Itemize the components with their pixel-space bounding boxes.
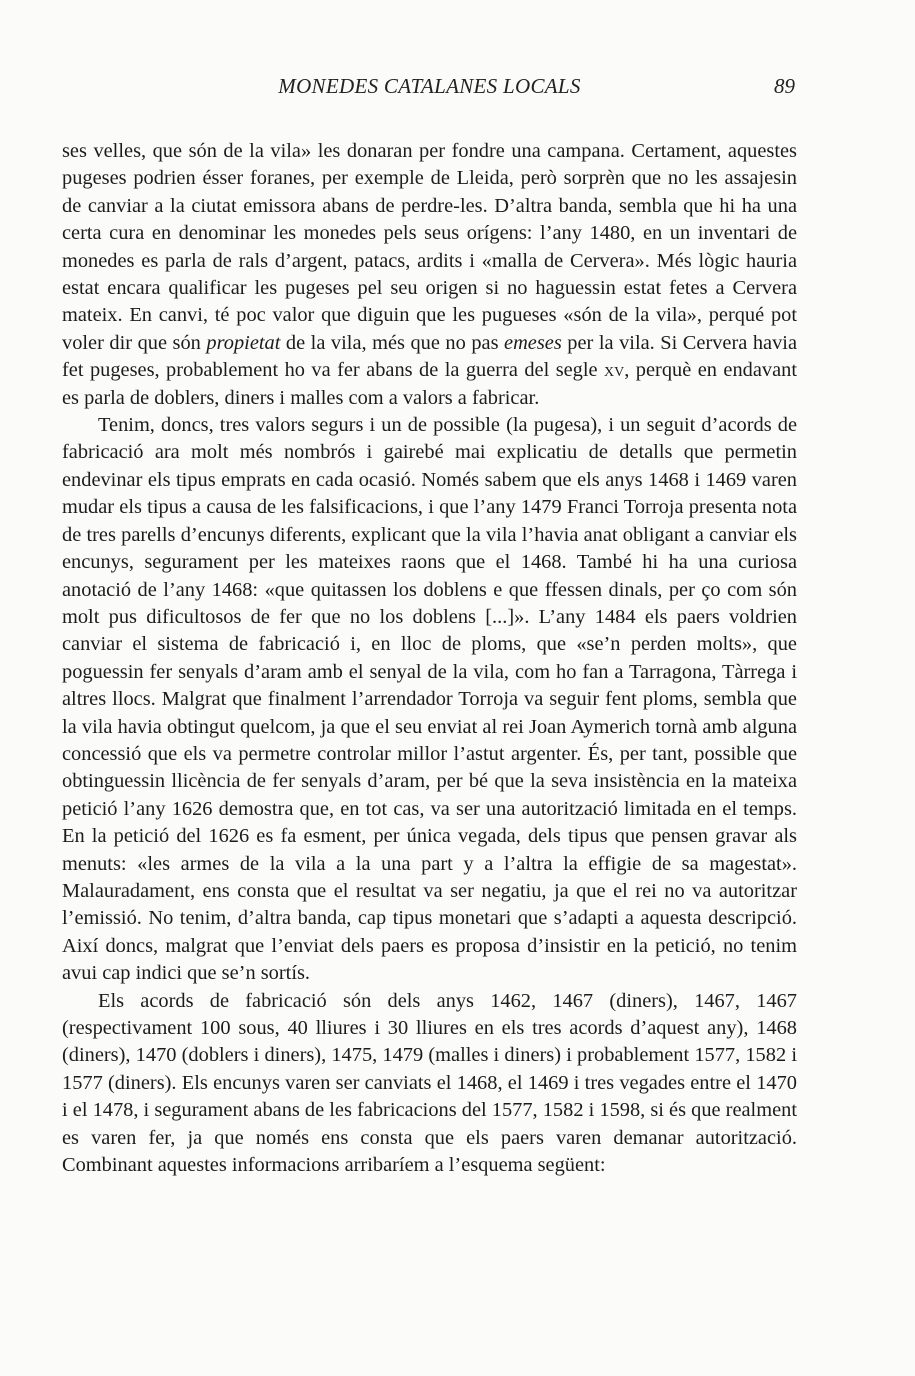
paragraph-2: [62, 412, 797, 988]
paragraph-3: [62, 988, 797, 1180]
paragraph-1: [62, 138, 797, 412]
paragraph-2-run: Tenim, doncs, tres valors segurs i un de possible (la pugesa), i un seguit d’acords de fabricació ara molt més nombrós i gairebé mai explicatiu de detalls que permetin endevinar els tipus emprats en cada ocasió. Només sabem que els anys 1468 i 1469 varen mudar els tipus a causa de les falsificacions, i que l’any 1479 Franci Torroja presenta nota de tres parells d’encunys diferents, explicant que la vila l’havia anat obligant a canviar els encunys, segurament per les mateixes raons que el 1468. També hi ha una curiosa anotació de l’any 1468: «que quitassen los doblens e que ffessen dinals, per ço com són molt pus dificultosos de fer que no los doblens [...]». L’any 1484 els paers voldrien canviar el sistema de fabricació i, en lloc de ploms, que «se’n perden molts», que poguessin fer senyals d’aram amb el senyal de la vila, com ho fan a Tarragona, Tàrrega i altres llocs. Malgrat que finalment l’arrendador Torroja va seguir fent ploms, sembla que la vila havia obtingut quelcom, ja que el seu enviat al rei Joan Aymerich tornà amb alguna concessió que els va permetre controlar millor l’astut argenter. És, per tant, possible que obtinguessin llicència de fer senyals d’aram, per bé que la seva insistència en la mateixa petició l’any 1626 demostra que, en tot cas, va ser una autorització limitada en el temps. En la petició del 1626 es fa esment, per única vegada, dels tipus que pensen gravar als menuts: «les armes de la vila a la una part y a l’altra la effigie de sa magestat». Malauradament, ens consta que el resultat va ser negatiu, ja que el rei no va autoritzar l’emissió. No tenim, d’altra banda, cap tipus monetari que s’adapti a aquesta descripció. Així doncs, malgrat que l’enviat dels paers es proposa d’insistir en la petició, no tenim avui cap indici que se’n sortís.: [62, 414, 797, 985]
page-number: 89: [774, 74, 795, 98]
century-numeral: xv: [604, 359, 625, 382]
paragraph-1-run: , perquè en endavant es parla de doblers, diners i malles com a valors a fabricar.: [62, 359, 797, 409]
running-title: MONEDES CATALANES LOCALS: [278, 74, 581, 98]
paragraph-1-run: per la vila. Si Cervera havia fet pugeses, probablement ho va fer abans de la guerra del segle: [62, 331, 797, 382]
body-text: [62, 138, 797, 1179]
paragraph-1-run: ses velles, que són de la vila» les donaran per fondre una campana. Certament, aquestes pugeses podrien ésser foranes, per exemple de Lleida, però sorprèn que no les assajesin de canviar a la ciutat emissora abans de perdre-les. D’altra banda, sembla que hi ha una certa cura en denominar les monedes pels seus orígens: l’any 1480, en un inventari de monedes es parla de rals d’argent, patacs, ardits i «malla de Cervera». Més lògic hauria estat encara qualificar les pugeses pel seu origen si no haguessin estat fetes a Cervera mateix. En canvi, té poc valor que diguin que les pugueses «són de la vila», perqué pot voler dir que són: [62, 140, 797, 354]
running-head: [62, 74, 797, 108]
paragraph-3-run: Els acords de fabricació són dels anys 1462, 1467 (diners), 1467, 1467 (respectivament 100 sous, 40 lliures i 30 lliures en els tres acords d’aquest any), 1468 (diners), 1470 (doblers i diners), 1475, 1479 (malles i diners) i probablement 1577, 1582 i 1577 (diners). Els encunys varen ser canviats el 1468, el 1469 i tres vegades entre el 1470 i el 1478, i segurament abans de les fabricacions del 1577, 1582 i 1598, si és que realment es varen fer, ja que només ens consta que els paers varen demanar autorització. Combinant aquestes informacions arribaríem a l’esquema següent:: [62, 989, 797, 1177]
italic-propietat: propietat: [206, 331, 281, 354]
paragraph-1-run: de la vila, més que no pas: [280, 331, 505, 354]
italic-emeses: emeses: [504, 331, 562, 354]
